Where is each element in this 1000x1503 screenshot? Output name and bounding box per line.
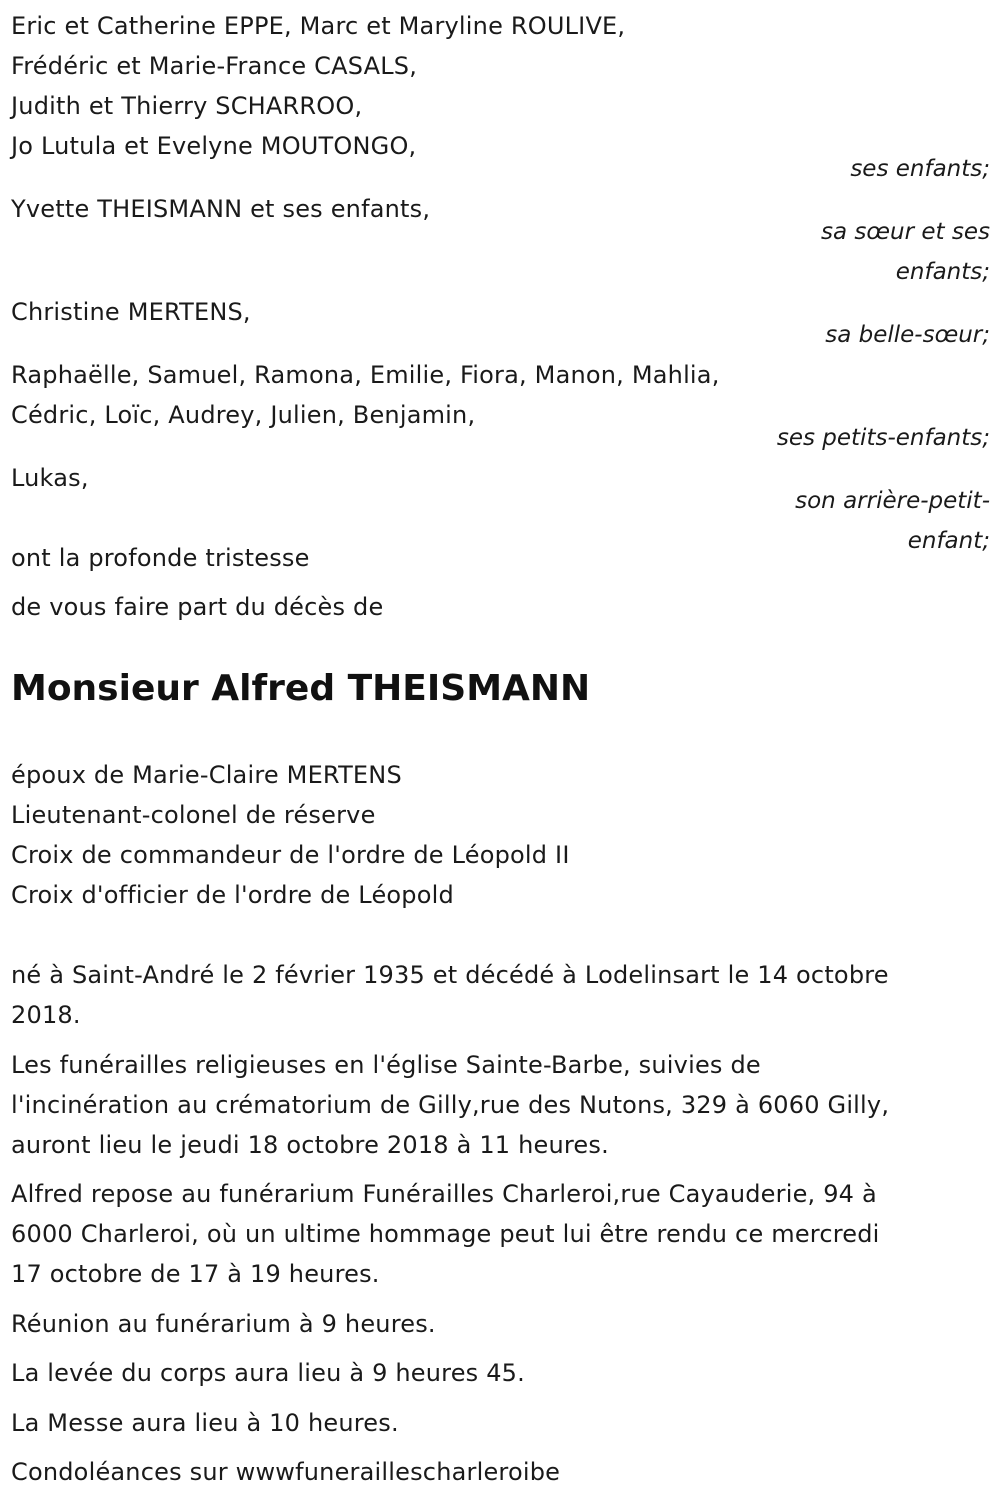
announcement-line-1: ont la profonde tristesse [11, 544, 310, 572]
rest-line-1: Alfred repose au funérarium Funérailles Charleroi,rue Cayauderie, 94 à [11, 1180, 877, 1208]
great-grandchild-role-line-2: enfant; [907, 528, 990, 554]
announcement-line-2: de vous faire part du décès de [11, 593, 384, 621]
family-sister-line: Yvette THEISMANN et ses enfants, [11, 195, 431, 223]
funeral-line-2: l'incinération au crématorium de Gilly,rue des Nutons, 329 à 6060 Gilly, [11, 1091, 890, 1119]
birth-death-line-2: 2018. [11, 1001, 81, 1029]
sister-role-line-2: enfants; [895, 259, 990, 285]
family-children-line-3: Judith et Thierry SCHARROO, [11, 92, 363, 120]
deceased-title-3: Croix de commandeur de l'ordre de Léopold II [11, 841, 570, 869]
great-grandchild-role-line-1: son arrière-petit- [795, 488, 990, 514]
sister-role-line-1: sa sœur et ses [821, 219, 990, 245]
deceased-title-1: époux de Marie-Claire MERTENS [11, 761, 402, 789]
deceased-title-4: Croix d'officier de l'ordre de Léopold [11, 881, 454, 909]
rest-line-3: 17 octobre de 17 à 19 heures. [11, 1260, 380, 1288]
family-children-line-4: Jo Lutula et Evelyne MOUTONGO, [11, 132, 417, 160]
condolences-line: Condoléances sur wwwfuneraillescharleroibe [11, 1458, 561, 1486]
children-role: ses enfants; [850, 156, 990, 182]
meeting-line: Réunion au funérarium à 9 heures. [11, 1310, 436, 1338]
family-grandchildren-line-1: Raphaëlle, Samuel, Ramona, Emilie, Fiora, Manon, Mahlia, [11, 361, 720, 389]
rest-line-2: 6000 Charleroi, où un ultime hommage peut lui être rendu ce mercredi [11, 1220, 880, 1248]
deceased-title-2: Lieutenant-colonel de réserve [11, 801, 376, 829]
departure-line: La levée du corps aura lieu à 9 heures 45. [11, 1359, 525, 1387]
funeral-line-3: auront lieu le jeudi 18 octobre 2018 à 11 heures. [11, 1131, 609, 1159]
family-grandchildren-line-2: Cédric, Loïc, Audrey, Julien, Benjamin, [11, 401, 476, 429]
birth-death-line-1: né à Saint-André le 2 février 1935 et décédé à Lodelinsart le 14 octobre [11, 961, 889, 989]
family-sister-in-law-line: Christine MERTENS, [11, 298, 251, 326]
family-children-line-1: Eric et Catherine EPPE, Marc et Maryline ROULIVE, [11, 12, 626, 40]
family-children-line-2: Frédéric et Marie-France CASALS, [11, 52, 418, 80]
funeral-line-1: Les funérailles religieuses en l'église Sainte-Barbe, suivies de [11, 1051, 761, 1079]
family-great-grandchild-line: Lukas, [11, 464, 89, 492]
sister-in-law-role: sa belle-sœur; [825, 322, 990, 348]
deceased-name: Monsieur Alfred THEISMANN [11, 668, 591, 709]
grandchildren-role: ses petits-enfants; [776, 425, 990, 451]
mass-line: La Messe aura lieu à 10 heures. [11, 1409, 399, 1437]
